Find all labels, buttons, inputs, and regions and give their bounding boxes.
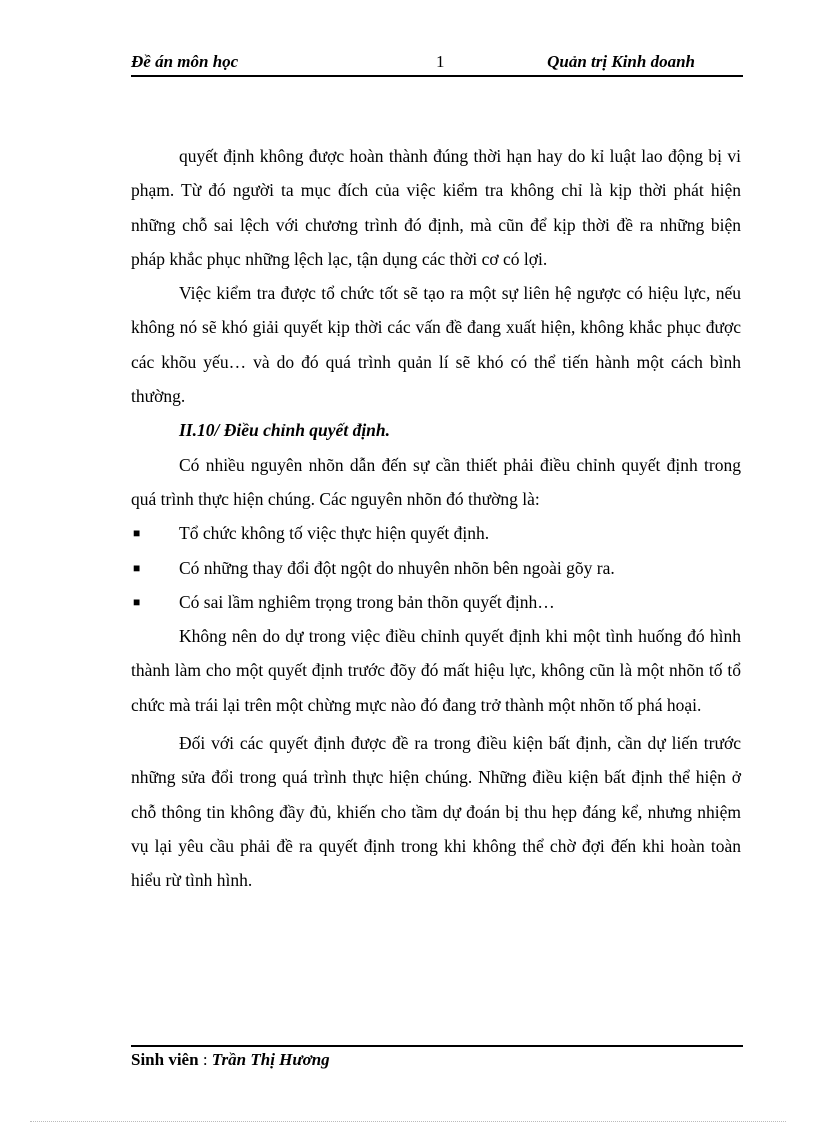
paragraph-4: Không nên do dự trong việc điều chỉnh quyết định khi một tình huống đó hình thành làm cho một quyết định trước đõy đó mất hiệu lực, không cũn là một nhõn tố tổ chức mà trái lại trên một chừng mực nào đó đang trở thành một nhõn tố phá hoại. [131,626,741,715]
section-heading: II.10/ Điều chỉnh quyết định. [179,420,391,441]
header-course-title: Đề án môn học [131,52,239,71]
paragraph-2: Việc kiểm tra được tổ chức tốt sẽ tạo ra một sự liên hệ ngược có hiệu lực, nếu không nó sẽ khó giải quyết kịp thời các vấn đề đang xuất hiện, không khắc phục được các khõu yếu… và do đó quá trình quản lí sẽ khó có thể tiến hành một cách bình thường. [131,283,741,407]
page-edge-divider [30,1121,786,1122]
footer-rule [131,1045,743,1047]
page-number: 1 [436,52,445,71]
footer-separator: : [198,1050,212,1069]
bullet-icon: ■ [133,594,141,609]
header-rule [131,75,743,77]
paragraph-1: quyết định không được hoàn thành đúng thời hạn hay do kỉ luật lao động bị vi phạm. Từ đó người ta mục đích của việc kiểm tra không chỉ là kịp thời phát hiện những chỗ sai lệch với chương trình đó định, mà cũn để kịp thời đề ra những biện pháp khắc phục những lệch lạc, tận dụng các thời cơ có lợi. [131,146,741,269]
list-item-text: Có sai lầm nghiêm trọng trong bản thõn quyết định… [179,591,555,612]
list-item [131,516,741,550]
page-header [131,52,743,74]
bullet-icon: ■ [133,560,141,575]
page-footer [131,1050,330,1070]
header-subject: Quản trị Kinh doanh [547,52,695,71]
list-item-text: Tổ chức không tố việc thực hiện quyết định. [179,523,490,544]
document-body [131,139,741,898]
bullet-icon: ■ [133,526,141,541]
list-item [131,551,741,585]
bullet-list [131,516,741,619]
list-item-text: Có những thay đổi đột ngột do nhuyên nhõn bên ngoài gõy ra. [179,557,615,578]
list-item [131,585,741,619]
paragraph-3: Có nhiều nguyên nhõn dẫn đến sự cần thiết phải điều chỉnh quyết định trong quá trình thực hiện chúng. Các nguyên nhõn đó thường là: [131,454,741,509]
paragraph-5: Đối với các quyết định được đề ra trong điều kiện bất định, cần dự liến trước những sửa đổi trong quá trình thực hiện chúng. Những điều kiện bất định thể hiện ở chỗ thông tin không đầy đủ, khiến cho tầm dự đoán bị thu hẹp đáng kể, nhưng nhiệm vụ lại yêu cầu phải đề ra quyết định trong khi không thể chờ đợi đến khi hoàn toàn hiểu rừ tình hình. [131,733,741,891]
footer-label: Sinh viên [131,1050,199,1069]
student-name: Trần Thị Hương [211,1050,330,1069]
